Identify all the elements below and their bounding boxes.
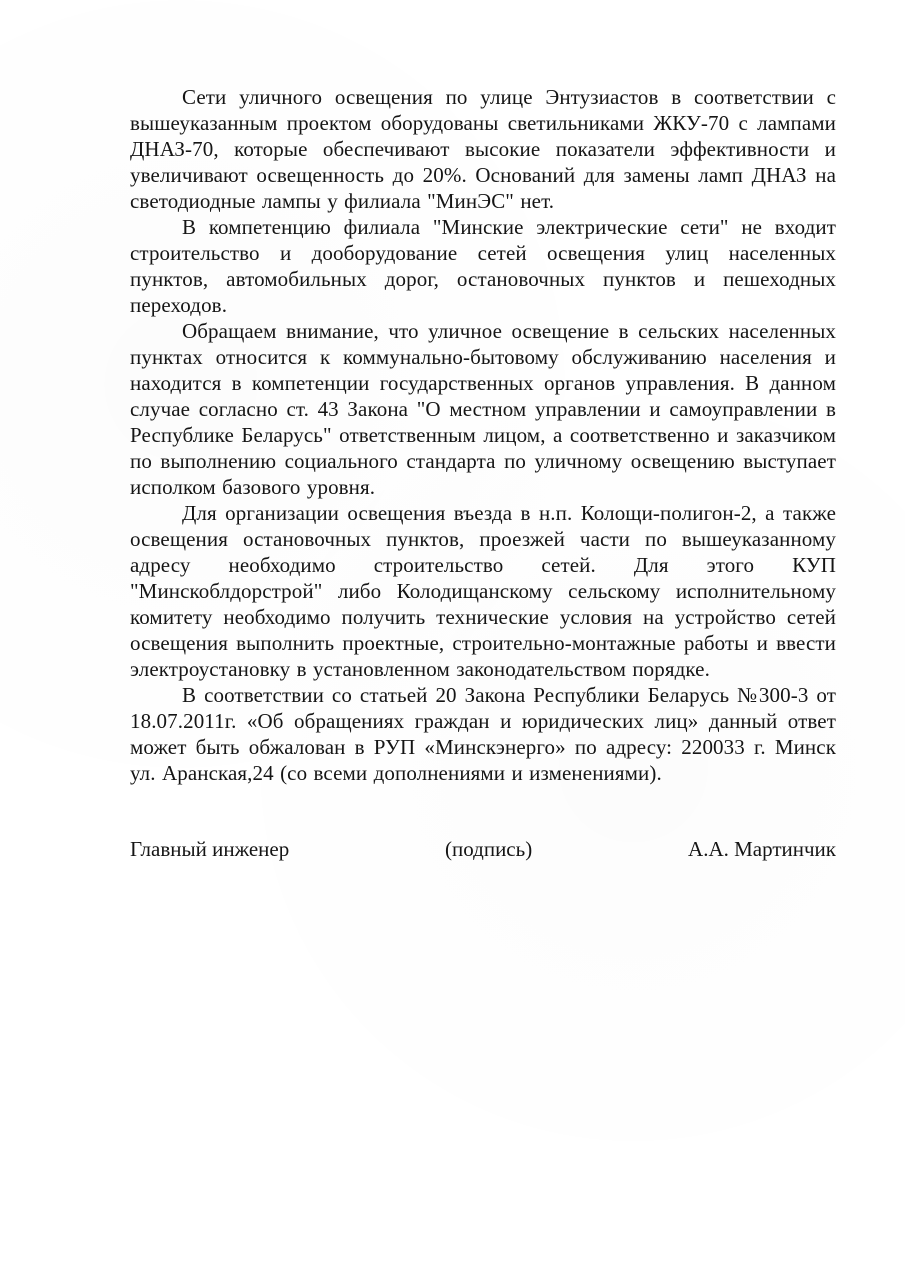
signature-placeholder: (подпись) xyxy=(445,837,533,861)
paragraph-5: В соответствии со статьей 20 Закона Республики Беларусь №300-3 от 18.07.2011г. «Об обращениях граждан и юридических лиц» данный ответ может быть обжалован в РУП «Минскэнерго» по адресу: 220033 г. Минск ул. Аранская,24 (со всеми дополнениями и изменениями). xyxy=(130,683,836,785)
signature-role: Главный инженер xyxy=(130,837,290,861)
letter-body xyxy=(130,84,836,786)
paragraph-1: Сети уличного освещения по улице Энтузиастов в соответствии с вышеуказанным проектом оборудованы светильниками ЖКУ-70 с лампами ДНАЗ-70, которые обеспечивают высокие показатели эффективности и увеличивают освещенность до 20%. Оснований для замены ламп ДНАЗ на светодиодные лампы у филиала "МинЭС" нет. xyxy=(130,85,836,213)
signature-name: А.А. Мартинчик xyxy=(688,837,836,861)
paragraph-4: Для организации освещения въезда в н.п. Колощи-полигон-2, а также освещения остановочных пунктов, проезжей части по вышеуказанному адресу необходимо строительство сетей. Для этого КУП "Минскоблдорстрой" либо Колодищанскому сельскому исполнительному комитету необходимо получить технические условия на устройство сетей освещения выполнить проектные, строительно-монтажные работы и ввести электроустановку в установленном законодательством порядке. xyxy=(130,501,836,681)
signature-row xyxy=(130,836,836,862)
paragraph-3: Обращаем внимание, что уличное освещение в сельских населенных пунктах относится к коммунально-бытовому обслуживанию населения и находится в компетенции государственных органов управления. В данном случае согласно ст. 43 Закона "О местном управлении и самоуправлении в Республике Беларусь" ответственным лицом, а соответственно и заказчиком по выполнению социального стандарта по уличному освещению выступает исполком базового уровня. xyxy=(130,319,836,499)
paragraph-2: В компетенцию филиала "Минские электрические сети" не входит строительство и дооборудование сетей освещения улиц населенных пунктов, автомобильных дорог, остановочных пунктов и пешеходных переходов. xyxy=(130,215,836,317)
